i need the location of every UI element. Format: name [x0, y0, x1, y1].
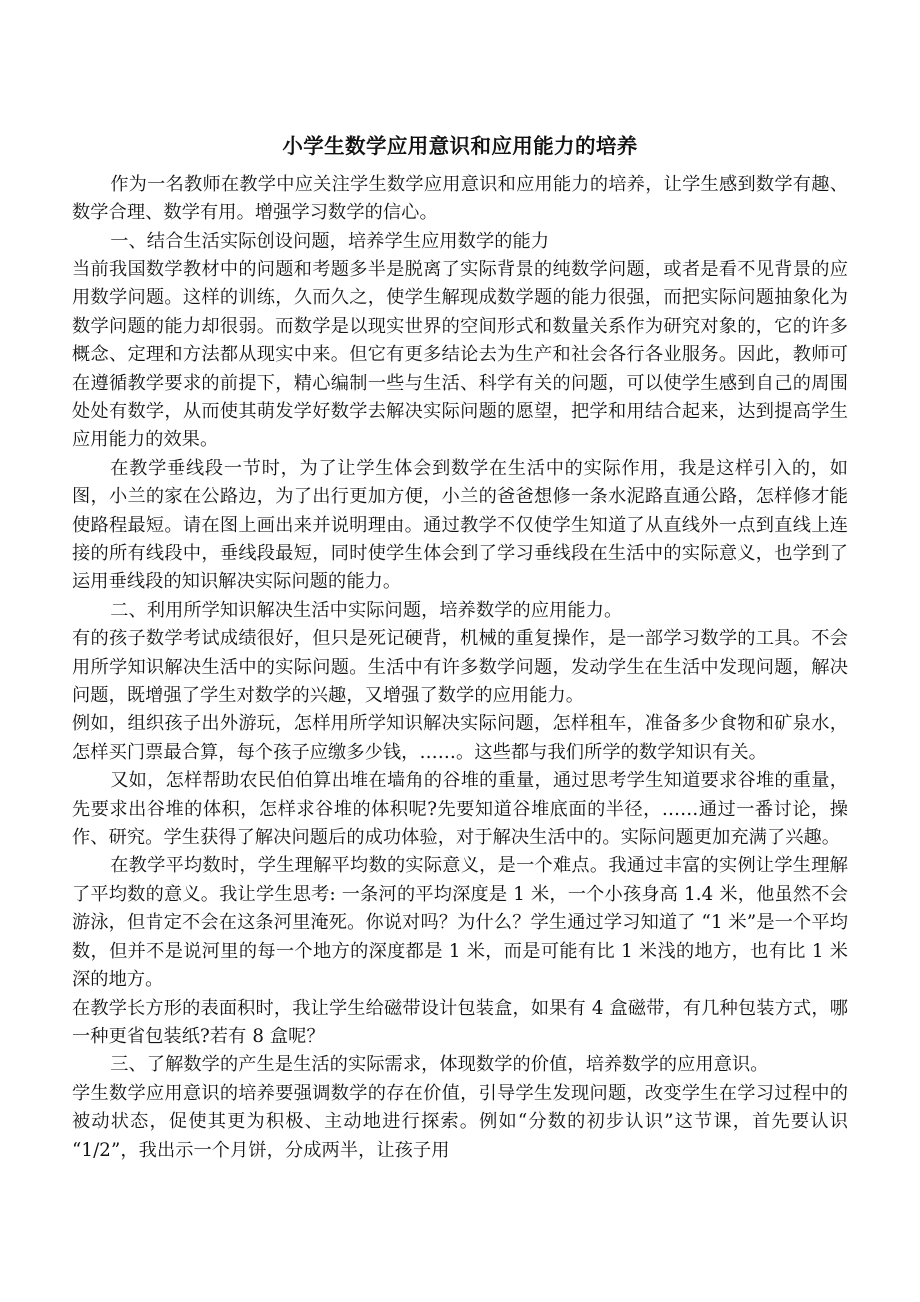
grain-pile-example: 又如，怎样帮助农民伯伯算出堆在墙角的谷堆的重量，通过思考学生知道要求谷堆的重量，先要求出谷堆的体积，怎样求谷堆的体积呢?先要知道谷堆底面的半径，……通过一番讨论，操作、研究。学生获得了解决问题后的成功体验，对于解决生活中的。实际问题更加充满了兴趣。 — [72, 770, 848, 849]
page-title: 小学生数学应用意识和应用能力的培养 — [282, 134, 638, 158]
heading-three: 三、了解数学的产生是生活的实际需求，体现数学的价值，培养数学的应用意识。 — [110, 1054, 769, 1076]
heading-one: 一、结合生活实际创设问题，培养学生应用数学的能力 — [110, 230, 550, 252]
section-two-body: 有的孩子数学考试成绩很好，但只是死记硬背，机械的重复操作，是一部学习数学的工具。不会用所学知识解决生活中的实际问题。生活中有许多数学问题，发动学生在生活中发现问题，解决问题，既增强了学生对数学的兴趣，又增强了数学的应用能力。 — [72, 628, 848, 707]
document-body — [72, 171, 848, 1165]
page-content-area — [72, 132, 848, 1165]
paragraph-intro: 作为一名教师在教学中应关注学生数学应用意识和应用能力的培养，让学生感到数学有趣、数学合理、数学有用。增强学习数学的信心。 — [72, 173, 848, 224]
section-one-body: 当前我国数学教材中的问题和考题多半是脱离了实际背景的纯数学问题，或者是看不见背景的应用数学问题。这样的训练，久而久之，使学生解现成数学题的能力很强，而把实际问题抽象化为数学问题的能力却很弱。而数学是以现实世界的空间形式和数量关系作为研究对象的，它的许多概念、定理和方法都从现实中来。但它有更多结论去为生产和社会各行各业服务。因此，教师可在遵循教学要求的前提下，精心编制一些与生活、科学有关的问题，可以使学生感到自己的周围处处有数学，从而使其萌发学好数学去解决实际问题的愿望，把学和用结合起来，达到提高学生应用能力的效果。 — [72, 258, 848, 451]
section-three-body: 学生数学应用意识的培养要强调数学的存在价值，引导学生发现问题，改变学生在学习过程中的被动状态，促使其更为积极、主动地进行探索。例如“分数的初步认识”这节课，首先要认识 “1/2”，我出示一个月饼，分成两半，让孩子用 — [72, 1082, 848, 1161]
vertical-line-example: 在教学垂线段一节时，为了让学生体会到数学在生活中的实际作用，我是这样引入的，如图，小兰的家在公路边，为了出行更加方便，小兰的爸爸想修一条水泥路直通公路，怎样修才能使路程最短。请在图上画出来并说明理由。通过教学不仅使学生知道了从直线外一点到直线上连接的所有线段中，垂线段最短，同时使学生体会到了学习垂线段在生活中的实际意义，也学到了运用垂线段的知识解决实际问题的能力。 — [72, 457, 848, 593]
outing-example: 例如，组织孩子出外游玩，怎样用所学知识解决实际问题，怎样租车，准备多少食物和矿泉水，怎样买门票最合算，每个孩子应缴多少钱，……。这些都与我们所学的数学知识有关。 — [72, 713, 848, 763]
box-design-example: 在教学长方形的表面积时，我让学生给磁带设计包装盒，如果有 4 盒磁带，有几种包装方式，哪一种更省包装纸?若有 8 盒呢？ — [72, 997, 848, 1047]
heading-two: 二、利用所学知识解决生活中实际问题，培养数学的应用能力。 — [110, 599, 623, 621]
average-example: 在教学平均数时，学生理解平均数的实际意义，是一个难点。我通过丰富的实例让学生理解了平均数的意义。我让学生思考: 一条河的平均深度是 1 米，一个小孩身高 1.4 米，他虽然不会游泳，但肯定不会在这条河里淹死。你说对吗？为什么？学生通过学习知道了 “1 米”是一个平均数，但并不是说河里的每一个地方的深度都是 1 米，而是可能有比 1 米浅的地方，也有比 1 米深的地方。 — [72, 855, 848, 991]
